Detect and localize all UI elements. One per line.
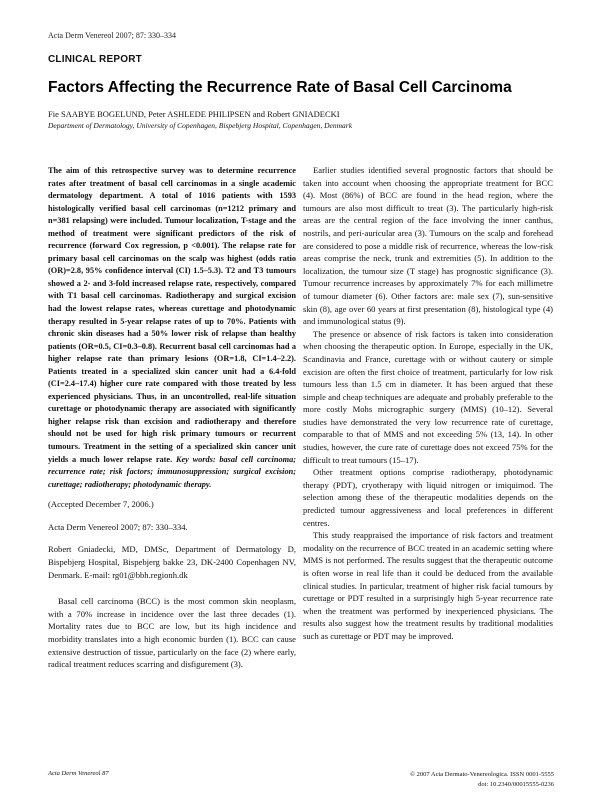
abstract xyxy=(48,165,296,491)
section-label: CLINICAL REPORT xyxy=(48,54,142,65)
author-list: Fie SAABYE BOGELUND, Peter ASHLEDE PHILIPSEN and Robert GNIADECKI xyxy=(48,109,340,119)
body-paragraph: This study reappraised the importance of risk factors and treatment modality on the recurrence of BCC treated in an academic setting where MMS is not performed. The results suggest that the therapeutic outcome is often worse in real life than it could be deduced from the available clinical studies. In particular, treatment of higher risk facial tumours by curettage or PDT resulted in a surprisingly high 5-year recurrence rate when the treatment was performed by inexperienced physicians. The results also suggest how the treatment results by traditional modalities such as curettage or PDT may be improved. xyxy=(303,530,553,641)
accepted-date: (Accepted December 7, 2006.) xyxy=(48,499,154,510)
abstract-text: The aim of this retrospective survey was to determine recurrence rates after treatment of basal cell carcinomas in a single academic dermatology department. A total of 1016 patients with 1593 histologically verified basal cell carcinomas (n=1212 primary and n=381 relapsing) were included. Tumour localization, T-stage and the method of treatment were significant predictors of the risk of recurrence (forward Cox regression, p <0.001). The relapse rate for primary basal cell carcinomas on the scalp was highest (odds ratio (OR)=2.8, 95% confidence interval (CI) 1.5–5.3). T2 and T3 tumours showed a 2- and 3-fold increased relapse rate, respectively, compared with T1 basal cell carcinomas. Radiotherapy and surgical excision had the lowest relapse rates, whereas curettage and photodynamic therapy resulted in 5-year relapse rates of up to 70%. Patients with chronic skin diseases had a 50% lower risk of relapse than healthy patients (OR=0.5, CI=0.3–0.8). Recurrent basal cell carcinomas had a higher relapse rate than primary lesions (OR=1.8, CI=1.4–2.2). Patients treated in a specialized skin cancer unit had a 6.4-fold (CI=2.4–17.4) higher cure rate compared with those treated by less experienced physicians. Thus, in an uncontrolled, real-life situation curettage or photodynamic therapy are associated with significantly higher relapse risk than excision and radiotherapy and therefore should not be used for high risk primary tumours or recurrent tumours. Treatment in the setting of a specialized skin cancer unit yields a much lower relapse rate. xyxy=(48,166,296,464)
body-paragraph: Earlier studies identified several prognostic factors that should be taken into account when choosing the appropriate treatment for BCC (4). Most (86%) of BCC are found in the head region, where the tumours are also most difficult to treat (3). The particularly high-risk areas are the central region of the face involving the inner canthus, nostrils, and peri-auricular area (3). Tumours on the scalp and forehead are considered to pose a middle risk of recurrence, whereas the low-risk areas comprise the neck, trunk and extremities (5). In addition to the localization, the tumour size (T stage) has prognostic significance (3). Tumour recurrence increases by approximately 7% for each millimetre of tumour diameter (6). Other factors are: male sex (7), sun-sensitive skin (8), age over 60 years at first presentation (8), histological type (4) and immunological status (9). xyxy=(303,165,553,327)
body-paragraph: The presence or absence of risk factors is taken into consideration when choosing the therapeutic option. In Europe, especially in the UK, Scandinavia and France, curettage with or without cautery or simple excision are often the first choice of treatment, particularly for low risk tumours less than 1.5 cm in diameter. It has been argued that these simple and cheap techniques are adequate and probably preferable to the more costly Mohs micrographic surgery (MMS) (10–12). Several studies have demonstrated the very low recurrence rate of curettage, comparable to that of MMS and not exceeding 5% (13, 14). In other studies, however, the cure rate of curettage does not exceed 75% for the difficult to treat tumours (15–17). xyxy=(303,328,553,465)
running-head: Acta Derm Venereol 2007; 87: 330–334 xyxy=(48,31,177,40)
footer-copyright xyxy=(410,770,554,790)
body-paragraph: Other treatment options comprise radiotherapy, photodynamic therapy (PDT), cryotherapy with liquid nitrogen or imiquimod. The selection among these of the therapeutic modalities depends on the predicted tumour aggressiveness and local preferences in different centres. xyxy=(303,467,553,528)
doi-line: doi: 10.2340/00015555-0236 xyxy=(478,781,554,788)
keywords: Key words: basal cell carcinoma; recurrence rate; risk factors; immunosuppression; surgical excision; curettage; radiotherapy; photodynamic therapy. xyxy=(48,454,296,489)
correspondence: Robert Gniadecki, MD, DMSc, Department of Dermatology D, Bispebjerg Hospital, Bispebjerg bakke 23, DK-2400 Copenhagen NV, Denmark. E-mail: rg01@bbh.regionh.dk xyxy=(48,544,296,580)
article-title: Factors Affecting the Recurrence Rate of Basal Cell Carcinoma xyxy=(48,79,512,96)
copyright-line: © 2007 Acta Dermato-Venereologica. ISSN 0001-5555 xyxy=(410,771,554,778)
right-column xyxy=(303,164,553,643)
citation: Acta Derm Venereol 2007; 87: 330–334. xyxy=(48,521,188,532)
left-column xyxy=(48,165,296,671)
intro-paragraph: Basal cell carcinoma (BCC) is the most common skin neoplasm, with a 70% increase in incidence over the last three decades (1). Mortality rates due to BCC are low, but its high incidence and morbidity translates into a high economic burden (1). BCC can cause extensive destruction of tissue, particularly on the face (2) where early, radical treatment reduces scarring and disfigurement (3). xyxy=(48,596,296,670)
affiliation: Department of Dermatology, University of Copenhagen, Bispebjerg Hospital, Copenhagen, Denmark xyxy=(48,121,353,130)
footer-journal: Acta Derm Venereol 87 xyxy=(48,770,109,777)
